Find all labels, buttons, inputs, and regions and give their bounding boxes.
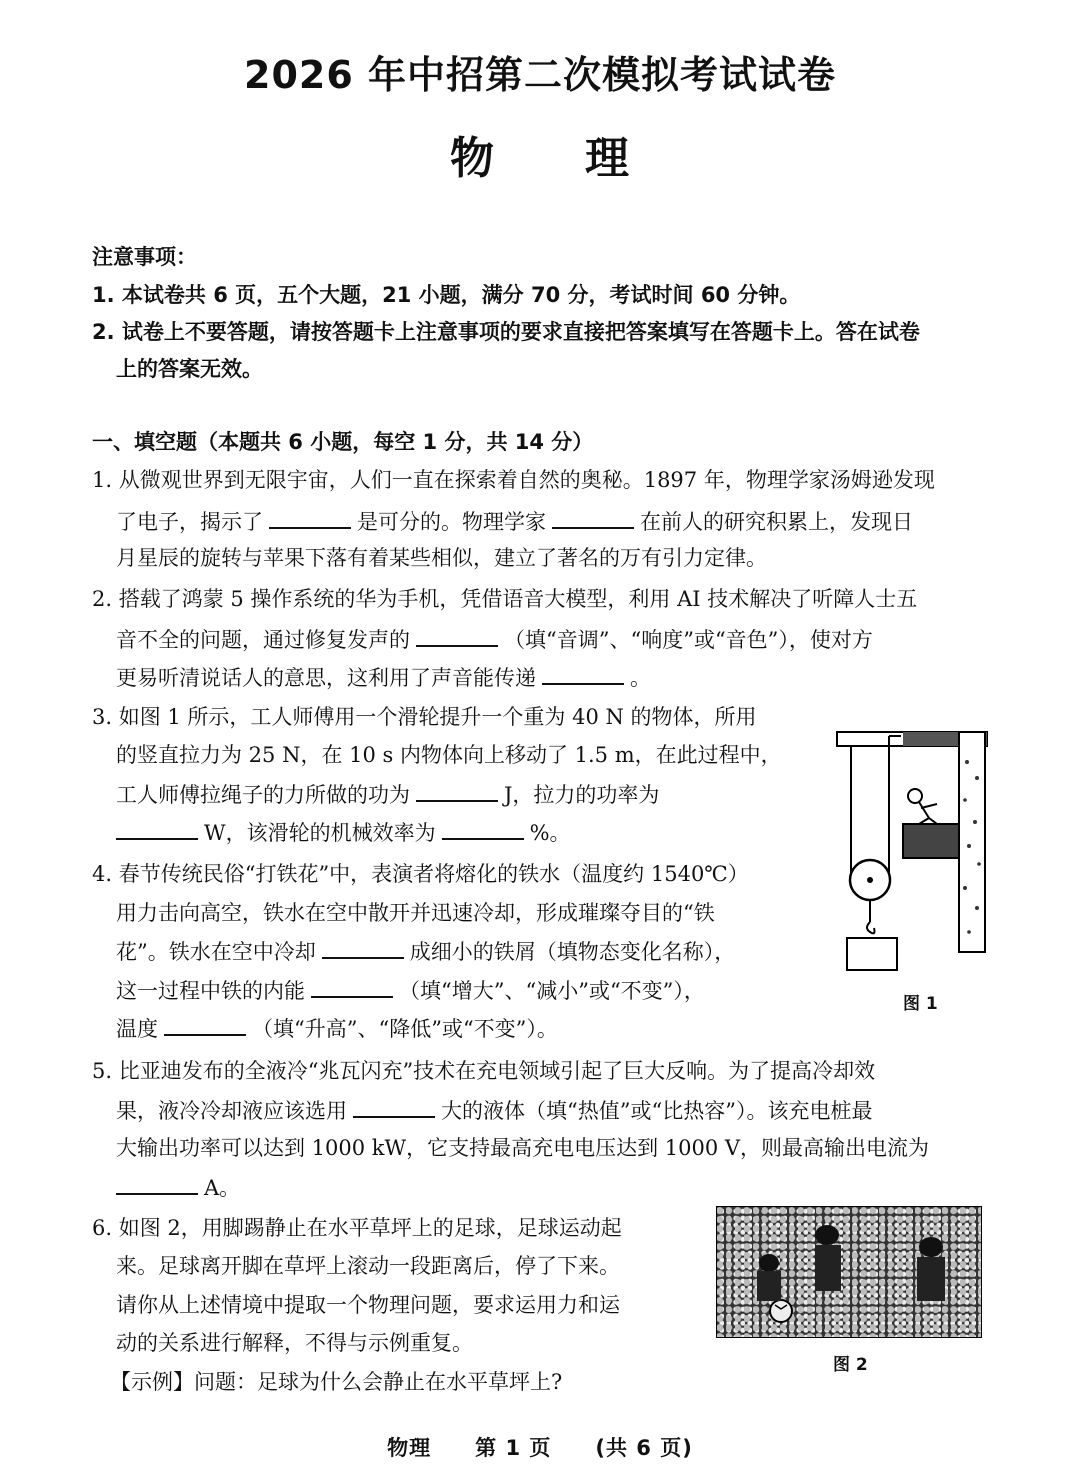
q4-blank-3 <box>164 1014 246 1036</box>
subject-title: 物 理 <box>450 133 630 184</box>
q1-blank-2 <box>552 507 634 529</box>
q2-text-a: 音不全的问题，通过修复发声的 <box>116 628 410 652</box>
page-footer: 物理 第 1 页 (共 6 页) <box>387 1436 693 1460</box>
q3-text-a: 工人师傅拉绳子的力所做的功为 <box>116 783 410 807</box>
q4-text-d: （填“增大”、“减小”或“不变”）， <box>399 979 705 1003</box>
q4-blank-1 <box>322 937 404 959</box>
q2-text-b: （填“音调”、“响度”或“音色”），使对方 <box>504 628 873 652</box>
q1-blank-1 <box>269 507 351 529</box>
figure-2-soccer-photo <box>716 1206 982 1338</box>
q3-blank-3 <box>442 818 524 840</box>
q4-line4 <box>116 976 705 1005</box>
q2-text-d: 。 <box>630 666 651 690</box>
q3-blank-1 <box>416 780 498 802</box>
q3-line3 <box>116 780 659 809</box>
figure-1-caption: 图 1 <box>903 994 938 1014</box>
q3-text-d: %。 <box>529 821 571 845</box>
notes-heading: 注意事项： <box>92 245 197 269</box>
q3-text-c: W，该滑轮的机械效率为 <box>204 821 436 845</box>
q2-line3 <box>116 663 651 692</box>
figure-2-caption: 图 2 <box>833 1355 868 1375</box>
q3-line2: 的竖直拉力为 25 N，在 10 s 内物体向上移动了 1.5 m，在此过程中， <box>116 743 782 767</box>
q1-line3: 月星辰的旋转与苹果下落有着某些相似，建立了著名的万有引力定律。 <box>116 546 767 570</box>
section1-heading: 一、填空题（本题共 6 小题，每空 1 分，共 14 分） <box>92 430 594 454</box>
q5-line1: 5. 比亚迪发布的全液冷“兆瓦闪充”技术在充电领域引起了巨大反响。为了提高冷却效 <box>92 1059 876 1083</box>
q1-text-b: 是可分的。物理学家 <box>357 510 546 534</box>
q5-line3: 大输出功率可以达到 1000 kW，它支持最高充电电压达到 1000 V，则最高输出电流为 <box>116 1136 930 1160</box>
q4-text-c: 这一过程中铁的内能 <box>116 979 305 1003</box>
q4-line2: 用力击向高空，铁水在空中散开并迅速冷却，形成璀璨夺目的“铁 <box>116 901 715 925</box>
q1-text-c: 在前人的研究积累上，发现日 <box>640 510 913 534</box>
q2-text-c: 更易听清说话人的意思，这利用了声音能传递 <box>116 666 536 690</box>
q1-text-a: 了电子，揭示了 <box>116 510 263 534</box>
q6-line1: 6. 如图 2，用脚踢静止在水平草坪上的足球，足球运动起 <box>92 1216 622 1240</box>
exam-title: 2026 年中招第二次模拟考试试卷 <box>244 53 836 97</box>
q3-line4 <box>116 818 571 847</box>
q5-text-b: 大的液体（填“热值”或“比热容”）。该充电桩最 <box>441 1099 873 1123</box>
figure-1-pulley-diagram <box>833 712 993 977</box>
q1-line2 <box>116 507 913 536</box>
q3-text-b: J，拉力的功率为 <box>504 783 660 807</box>
q6-line2: 来。足球离开脚在草坪上滚动一段距离后，停了下来。 <box>116 1254 620 1278</box>
q6-line4: 动的关系进行解释，不得与示例重复。 <box>116 1331 473 1355</box>
q5-line2 <box>116 1096 872 1125</box>
q6-line3: 请你从上述情境中提取一个物理问题，要求运用力和运 <box>116 1293 620 1317</box>
q5-blank-1 <box>353 1096 435 1118</box>
figure-2-illustration <box>717 1207 981 1337</box>
q6-example: 【示例】问题：足球为什么会静止在水平草坪上? <box>110 1370 563 1394</box>
q4-text-b: 成细小的铁屑（填物态变化名称）， <box>409 940 736 964</box>
q1-line1: 1. 从微观世界到无限宇宙，人们一直在探索着自然的奥秘。1897 年，物理学家汤姆逊发现 <box>92 468 935 492</box>
q3-blank-2 <box>116 818 198 840</box>
q5-text-c: A。 <box>204 1176 241 1200</box>
q5-text-a: 果，液冷冷却液应该选用 <box>116 1099 347 1123</box>
q4-line5 <box>116 1014 558 1043</box>
notes-item-1: 1. 本试卷共 6 页，五个大题，21 小题，满分 70 分，考试时间 60 分钟。 <box>92 283 801 307</box>
q2-line2 <box>116 625 873 654</box>
q4-line3 <box>116 937 735 966</box>
q2-blank-2 <box>542 663 624 685</box>
q5-blank-2 <box>116 1173 198 1195</box>
q4-text-a: 花”。铁水在空中冷却 <box>116 940 316 964</box>
q2-blank-1 <box>416 625 498 647</box>
q5-line4 <box>116 1173 240 1202</box>
q4-line1: 4. 春节传统民俗“打铁花”中，表演者将熔化的铁水（温度约 1540℃） <box>92 862 749 886</box>
notes-item-2: 2. 试卷上不要答题，请按答题卡上注意事项的要求直接把答案填写在答题卡上。答在试卷 <box>92 320 920 344</box>
notes-item-2-cont: 上的答案无效。 <box>116 357 263 381</box>
q3-line1: 3. 如图 1 所示，工人师傅用一个滑轮提升一个重为 40 N 的物体，所用 <box>92 705 757 729</box>
q4-text-f: （填“升高”、“降低”或“不变”）。 <box>252 1017 558 1041</box>
q2-line1: 2. 搭载了鸿蒙 5 操作系统的华为手机，凭借语音大模型，利用 AI 技术解决了听障人士五 <box>92 587 918 611</box>
q4-text-e: 温度 <box>116 1017 158 1041</box>
q4-blank-2 <box>311 976 393 998</box>
